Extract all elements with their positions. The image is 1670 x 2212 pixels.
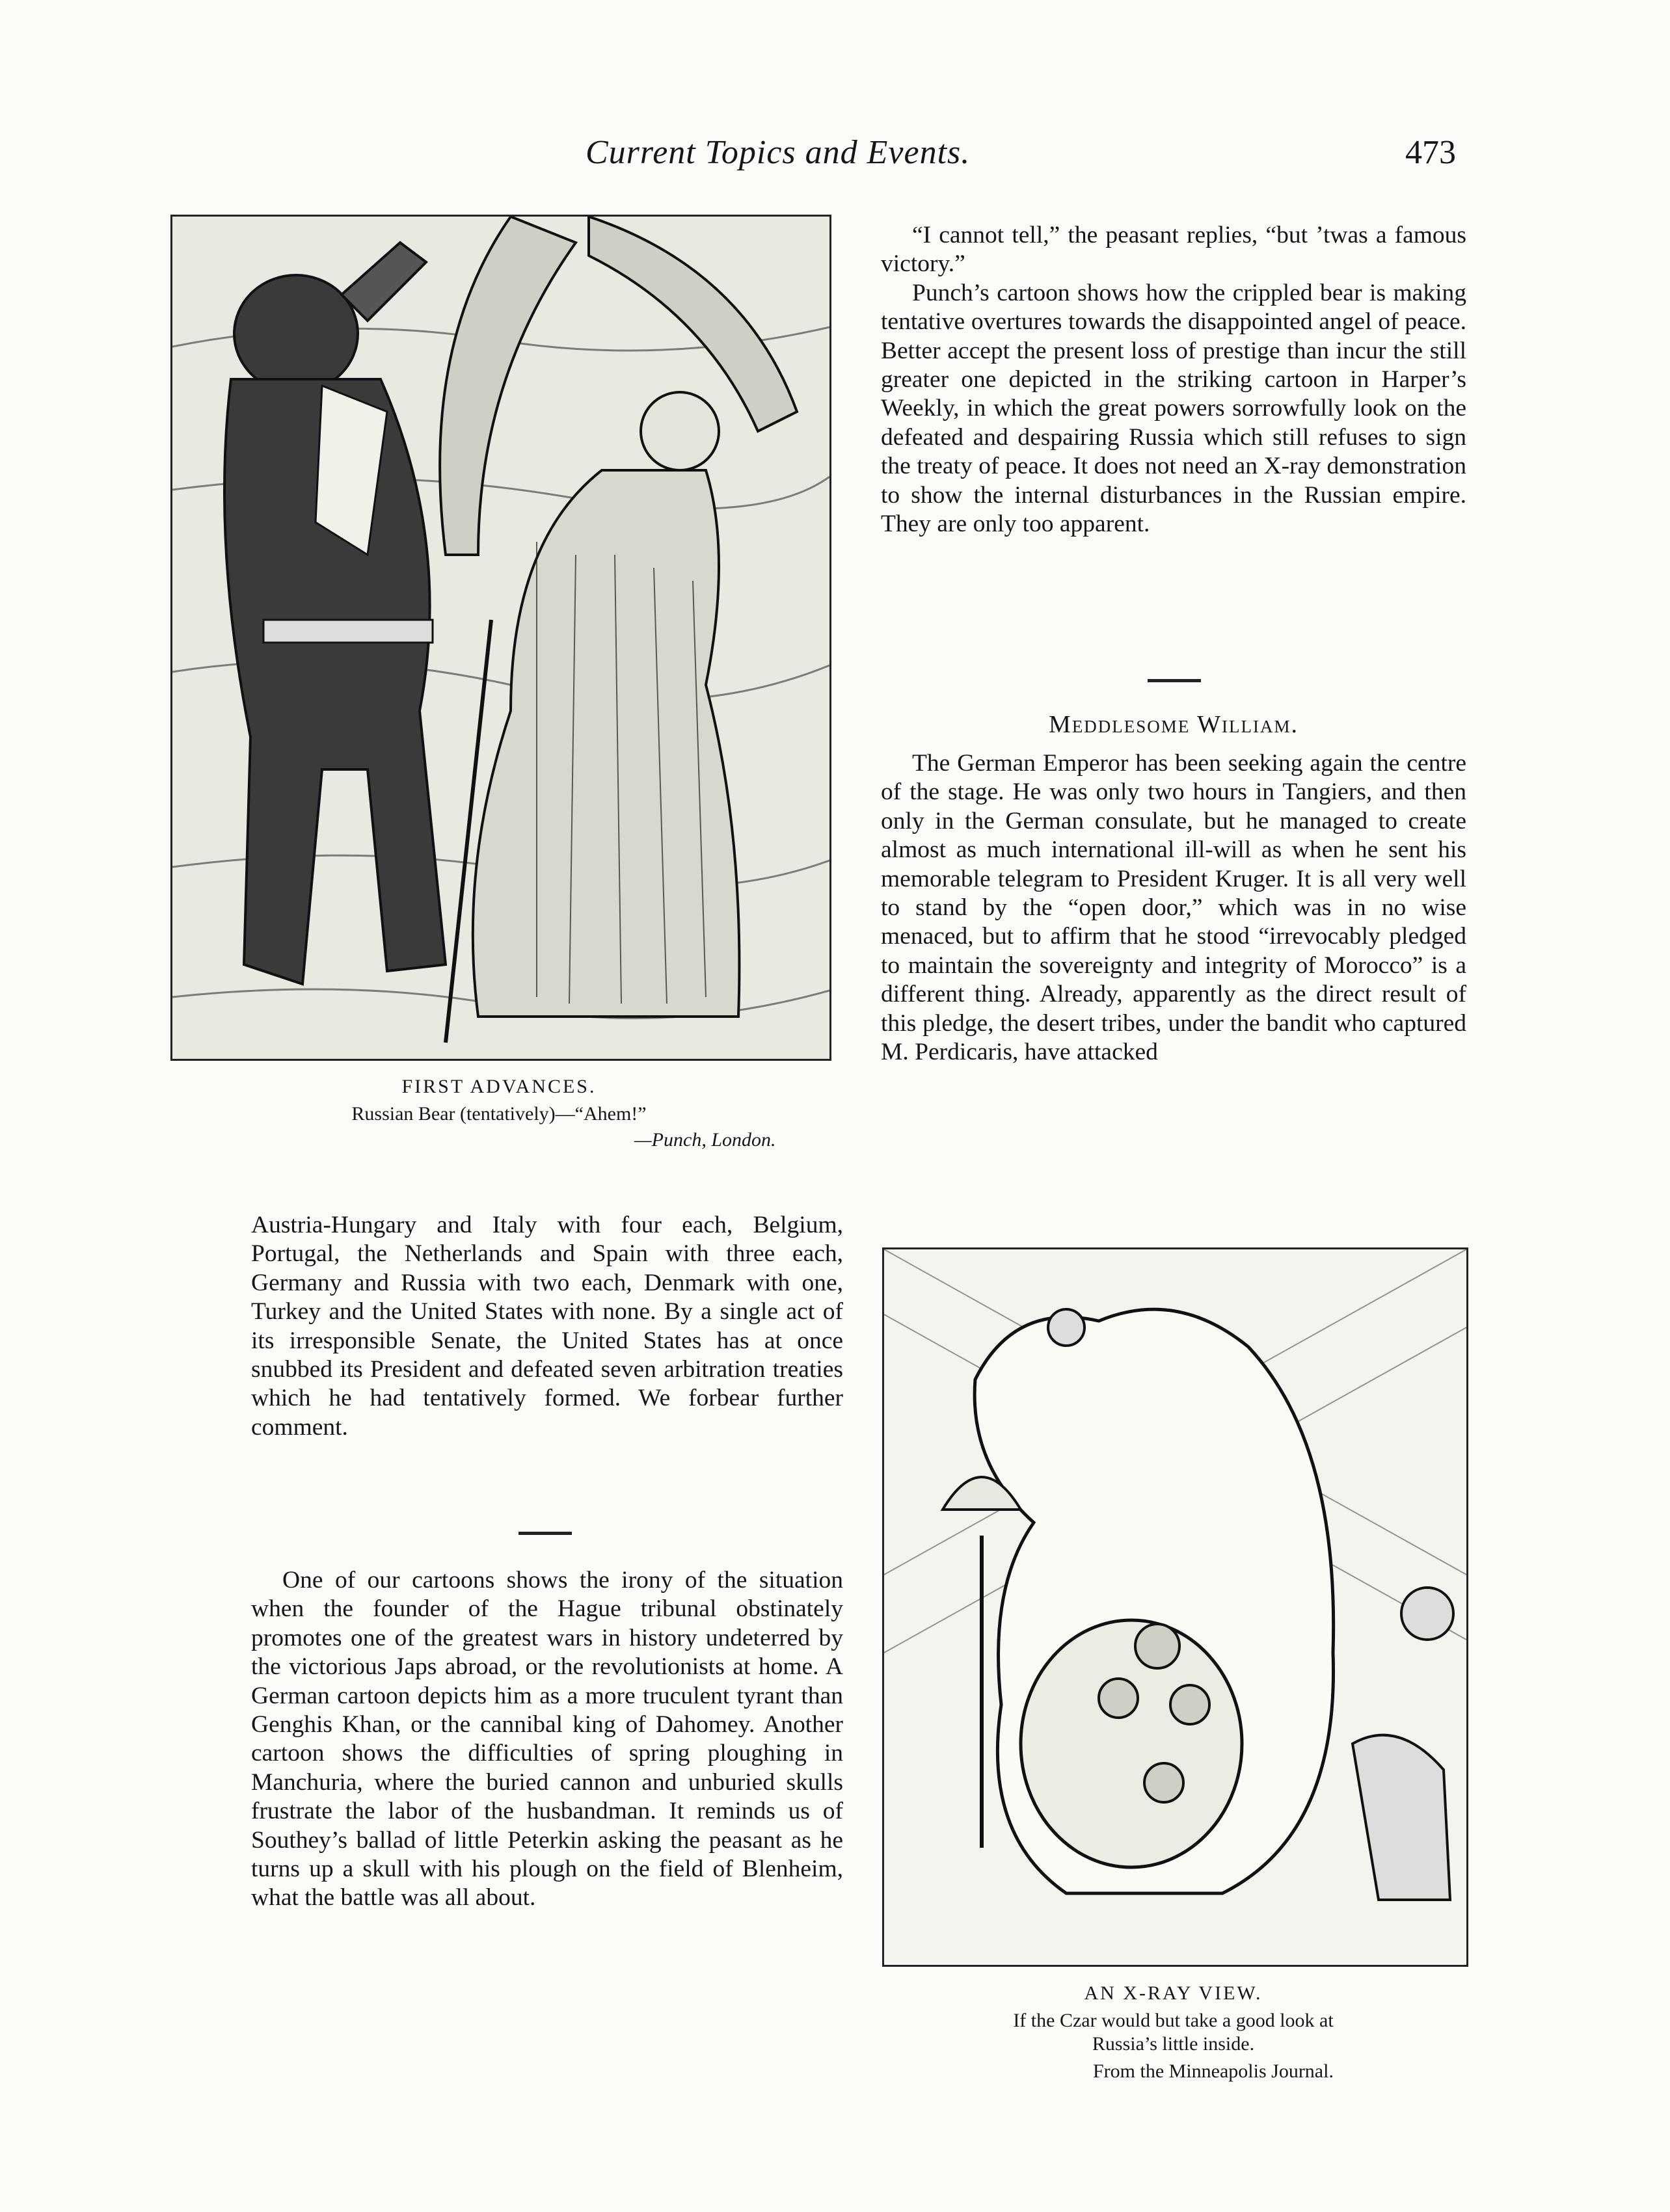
cartoon-xray-view xyxy=(882,1247,1468,1967)
right-column-top xyxy=(881,221,1466,539)
caption-xray-title: AN X-RAY VIEW. xyxy=(1084,1982,1263,2004)
section-heading-meddlesome-william: Meddlesome William. xyxy=(1049,711,1299,738)
bear-and-angel-illustration-icon xyxy=(172,217,829,1059)
paragraph-hague-irony: One of our cartoons shows the irony of the situation when the founder of the Hague tribunal obstinately promotes one of the greatest wars in history undeterred by the victorious Japs abroad, or the revolutionists at home. A German cartoon depicts him as a more truculent tyrant than Genghis Khan, or the cannibal king of Dahomey. Another cartoon shows the difficulties of spring ploughing in Manchuria, where the buried cannon and unburied skulls frustrate the labor of the husbandman. It reminds us of Southey’s ballad of little Peterkin asking the peasant as he turns up a skull with his plough on the field of Blenheim, what the battle was all about. xyxy=(251,1567,843,1912)
caption-xray-line1: If the Czar would but take a good look at xyxy=(1013,2010,1334,2031)
paragraph-german-emperor: The German Emperor has been seeking again the centre of the stage. He was only two hours in Tangiers, and then only in the German consulate, but he managed to create almost as much international ill-will as when he sent his memorable telegram to President Kruger. It is all very well to stand by the “open door,” which was in no wise menaced, but to affirm that he stood “irrevocably pledged to maintain the sovereignty and integrity of Morocco” is a different thing. Already, apparently as the direct result of this pledge, the desert tribes, under the bandit who captured M. Perdicaris, have attacked xyxy=(881,750,1466,1066)
page-number: 473 xyxy=(1405,134,1456,171)
caption-xray-line2: Russia’s little inside. xyxy=(1092,2033,1255,2055)
left-column-lower xyxy=(251,1566,843,1913)
left-column-upper xyxy=(251,1211,843,1442)
xray-bear-illustration-icon xyxy=(884,1249,1466,1965)
running-header-title: Current Topics and Events. xyxy=(586,134,971,171)
paragraph-arbitration-treaties: Austria-Hungary and Italy with four each, Belgium, Portugal, the Netherlands and Spain with three each, Germany and Russia with two each, Denmark with one, Turkey and the United States with none. By a single act of its irresponsible Senate, the United States has at once snubbed its President and defeated seven arbitration treaties which he had tentatively formed. We forbear further comment. xyxy=(251,1212,843,1441)
caption-xray-credit: From the Minneapolis Journal. xyxy=(1093,2060,1334,2082)
section-divider-left xyxy=(519,1532,572,1535)
caption-first-advances-title: FIRST ADVANCES. xyxy=(401,1076,597,1097)
right-column-middle xyxy=(881,749,1466,1067)
caption-first-advances-credit: —Punch, London. xyxy=(634,1129,776,1151)
section-divider-right xyxy=(1148,679,1201,682)
paragraph-punch-cartoon: Punch’s cartoon shows how the crippled bear is making tentative overtures towards the disappointed angel of peace. Better accept the present loss of prestige than incur the still greater one depicted in the striking cartoon in Harper’s Weekly, in which the great powers sorrowfully look on the defeated and despairing Russia which still refuses to sign the treaty of peace. It does not need an X-ray demonstration to show the internal disturbances in the Russian empire. They are only too apparent. xyxy=(881,279,1466,538)
cartoon-first-advances xyxy=(170,215,831,1061)
paragraph-peasant-reply: “I cannot tell,” the peasant replies, “but ’twas a famous victory.” xyxy=(881,222,1466,278)
caption-first-advances-line: Russian Bear (tentatively)—“Ahem!” xyxy=(351,1103,647,1125)
